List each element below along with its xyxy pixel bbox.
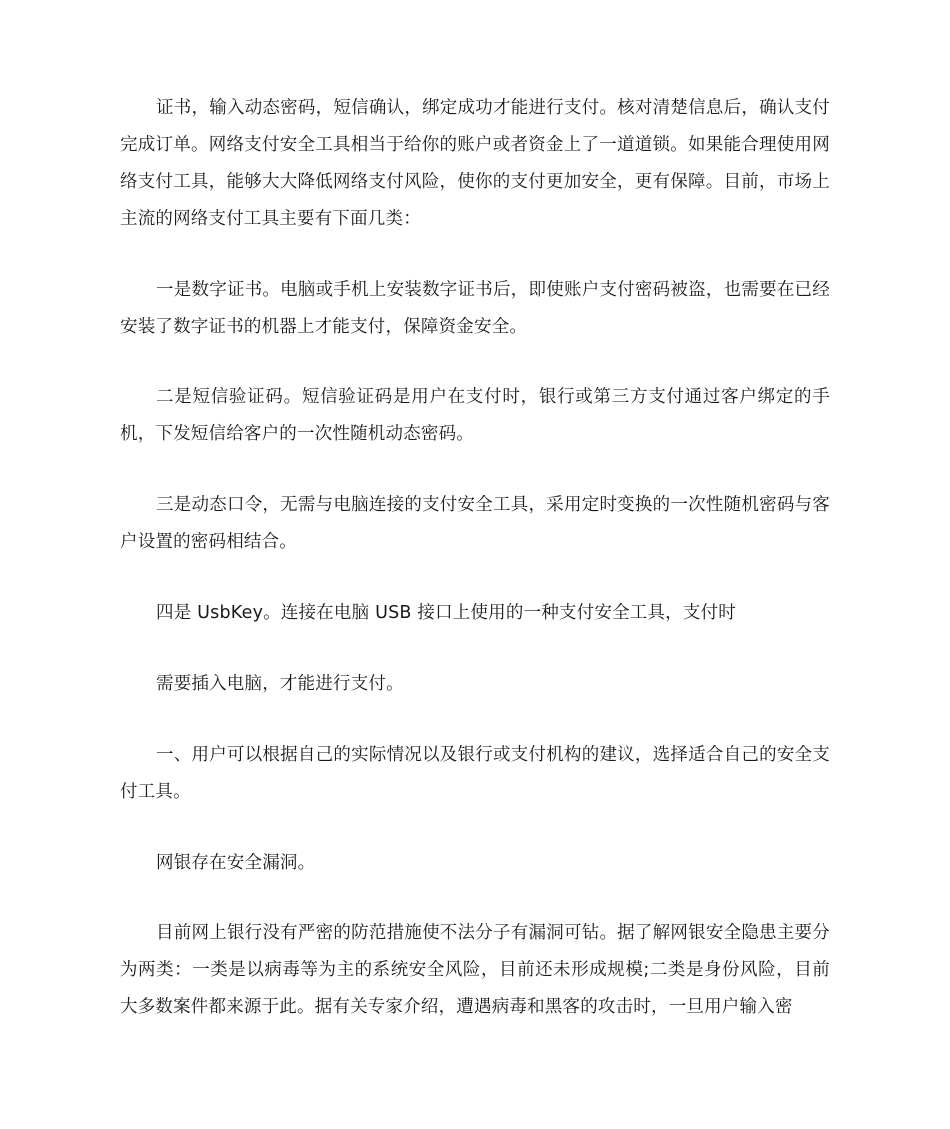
paragraph-choose-tool: 一、用户可以根据自己的实际情况以及银行或支付机构的建议，选择适合自己的安全支付工具。 bbox=[120, 745, 830, 802]
paragraph-usbkey: 四是 UsbKey。连接在电脑 USB 接口上使用的一种支付安全工具，支付时 bbox=[156, 603, 736, 623]
paragraph-payment-tools-intro: 证书，输入动态密码，短信确认，绑定成功才能进行支付。核对清楚信息后，确认支付完成订单。网络支付安全工具相当于给你的账户或者资金上了一道道锁。如果能合理使用网络支付工具，能够大大降低网络支付风险，使你的支付更加安全，更有保障。目前，市场上主流的网络支付工具主要有下面几类： bbox=[120, 98, 830, 229]
paragraph-usbkey-continued: 需要插入电脑，才能进行支付。 bbox=[156, 674, 404, 694]
paragraph-digital-certificate: 一是数字证书。电脑或手机上安装数字证书后，即使账户支付密码被盗，也需要在已经安装了数字证书的机器上才能支付，保障资金安全。 bbox=[120, 280, 830, 337]
paragraph-security-risks: 目前网上银行没有严密的防范措施使不法分子有漏洞可钻。据了解网银安全隐患主要分为两类：一类是以病毒等为主的系统安全风险，目前还未形成规模;二类是身份风险，目前大多数案件都来源于此。据有关专家介绍，遭遇病毒和黑客的攻击时，一旦用户输入密 bbox=[120, 923, 830, 1017]
paragraph-dynamic-token: 三是动态口令，无需与电脑连接的支付安全工具，采用定时变换的一次性随机密码与客户设置的密码相结合。 bbox=[120, 495, 830, 552]
paragraph-sms-code: 二是短信验证码。短信验证码是用户在支付时，银行或第三方支付通过客户绑定的手机，下发短信给客户的一次性随机动态密码。 bbox=[120, 387, 830, 444]
paragraph-heading-security-holes: 网银存在安全漏洞。 bbox=[156, 853, 316, 873]
